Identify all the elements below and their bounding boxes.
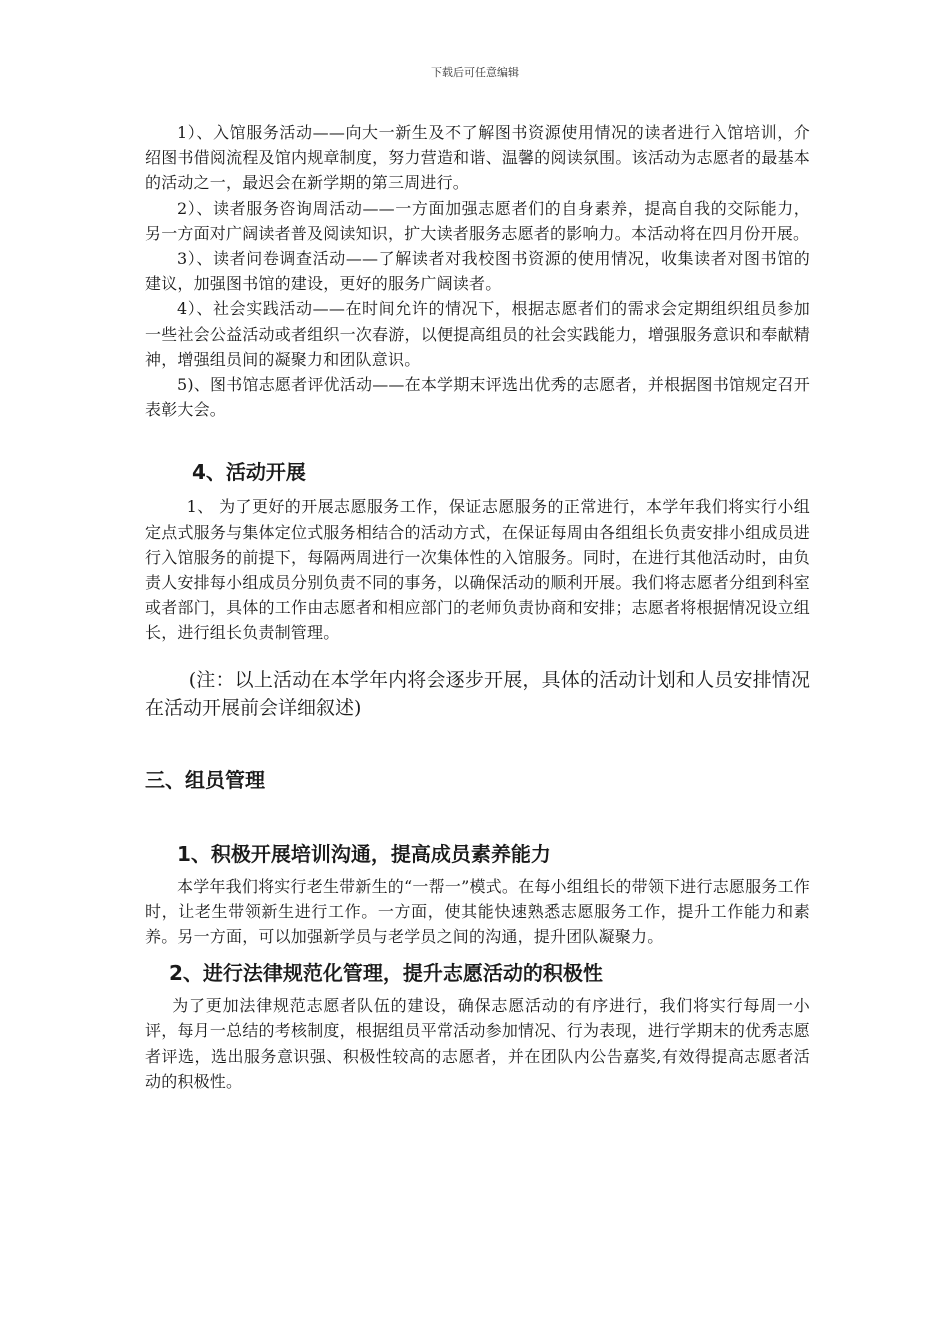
section-3-heading: 三、组员管理 [145,767,265,792]
activity-item-1: 1）、入馆服务活动——向大一新生及不了解图书资源使用情况的读者进行入馆培训，介绍图书借阅流程及馆内规章制度，努力营造和谐、温馨的阅读氛围。该活动为志愿者的最基本的活动之一，最迟会在新学期的第三周进行。 [145,123,810,193]
section-4-heading: 4、活动开展 [192,460,306,485]
activity-item-5: 5)、图书馆志愿者评优活动——在本学期末评选出优秀的志愿者，并根据图书馆规定召开表彰大会。 [145,375,810,420]
subsection-2-heading: 2、进行法律规范化管理，提升志愿活动的积极性 [169,961,603,986]
activity-item-3: 3）、读者问卷调查活动——了解读者对我校图书资源的使用情况，收集读者对图书馆的建议，加强图书馆的建设，更好的服务广阔读者。 [145,249,810,294]
section-4-paragraph: 1、 为了更好的开展志愿服务工作，保证志愿服务的正常进行，本学年我们将实行小组定点式服务与集体定位式服务相结合的活动方式，在保证每周由各组组长负责安排小组成员进行入馆服务的前提下，每隔两周进行一次集体性的入馆服务。同时，在进行其他活动时，由负责人安排每小组成员分别负责不同的事务，以确保活动的顺利开展。我们将志愿者分组到科室或者部门，具体的工作由志愿者和相应部门的老师负责协商和安排；志愿者将根据情况设立组长，进行组长负责制管理。 [145,497,810,643]
document-body [145,120,810,1094]
subsection-1-heading: 1、积极开展培训沟通，提高成员素养能力 [177,841,551,866]
page-header: 下载后可任意编辑 [431,66,519,79]
subsection-1-paragraph: 本学年我们将实行老生带新生的“一帮一”模式。在每小组组长的带领下进行志愿服务工作时，让老生带领新生进行工作。一方面，使其能快速熟悉志愿服务工作，提升工作能力和素养。另一方面，可以加强新学员与老学员之间的沟通，提升团队凝聚力。 [145,876,810,947]
section-4-note: (注：以上活动在本学年内将会逐步开展，具体的活动计划和人员安排情况在活动开展前会详细叙述) [145,668,810,719]
activity-item-4: 4）、社会实践活动——在时间允许的情况下，根据志愿者们的需求会定期组织组员参加一些社会公益活动或者组织一次春游，以便提高组员的社会实践能力，增强服务意识和奉献精神，增强组员间的凝聚力和团队意识。 [145,299,810,369]
subsection-2-paragraph: 为了更加法律规范志愿者队伍的建设，确保志愿活动的有序进行，我们将实行每周一小评，每月一总结的考核制度，根据组员平常活动参加情况、行为表现，进行学期末的优秀志愿者评选，选出服务意识强、积极性较高的志愿者，并在团队内公告嘉奖,有效得提高志愿者活动的积极性。 [145,996,810,1091]
activity-item-2: 2）、读者服务咨询周活动——一方面加强志愿者们的自身素养，提高自我的交际能力，另一方面对广阔读者普及阅读知识，扩大读者服务志愿者的影响力。本活动将在四月份开展。 [145,198,810,243]
